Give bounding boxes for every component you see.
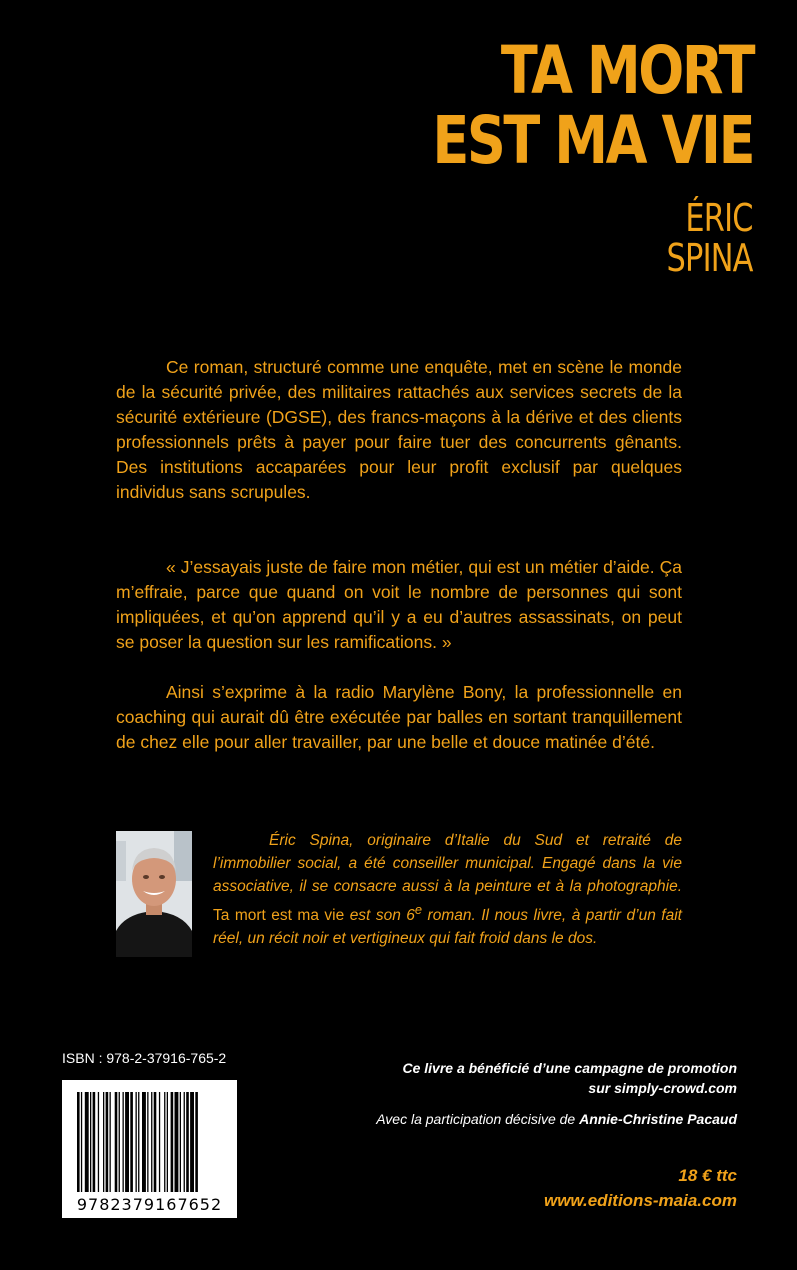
barcode-digits: 9782379167652 bbox=[76, 1195, 223, 1214]
blurb-quote: « J’essayais juste de faire mon métier, qui est un métier d’aide. Ça m’effraie, parce que quand on voit le nombre de personnes qui sont impliquées, et qu’on apprend qu’il y a eu d’autres assassinats, on peut se poser la question sur les ramifications. » bbox=[116, 557, 682, 652]
blurb-paragraph-3: Ainsi s’exprime à la radio Marylène Bony, la professionnelle en coaching qui aurait dû être exécutée par balles en sortant tranquillement de chez elle pour aller travailler, par une belle et douce matinée d’été. bbox=[116, 682, 682, 752]
bio-book-title: Ta mort est ma vie bbox=[213, 907, 350, 925]
promo-notice bbox=[402, 1058, 737, 1098]
bio-part-3: roman. Il nous livre, à partir d’un fait réel, un récit noir et vertigineux qui fait froid dans le dos. bbox=[213, 907, 682, 948]
bio-part-2: est son 6 bbox=[349, 907, 415, 925]
price-amount: 18 € ttc bbox=[678, 1166, 737, 1185]
publisher-website: www.editions-maia.com bbox=[543, 1191, 737, 1210]
author-last-name: SPINA bbox=[666, 236, 753, 280]
bio-superscript: e bbox=[414, 902, 423, 917]
partner-name: Annie-Christine Pacaud bbox=[579, 1111, 737, 1127]
book-title bbox=[432, 32, 753, 179]
title-line-1: TA MORT bbox=[500, 32, 753, 109]
blurb-paragraph-1: Ce roman, structuré comme une enquête, met en scène le monde de la sécurité privée, des militaires rattachés aux services secrets de la sécurité extérieure (DGSE), des francs-maçons à la dérive et des clients professionnels prêts à payer pour faire tuer des concurrents gênants. Des institutions accaparées pour leur profit exclusif par quelques individus sans scrupules. bbox=[116, 357, 682, 502]
isbn-label: ISBN : 978-2-37916-765-2 bbox=[62, 1050, 227, 1066]
price-block bbox=[544, 1163, 737, 1213]
author-name bbox=[667, 198, 753, 278]
partner-prefix: Avec la participation décisive de bbox=[376, 1111, 580, 1127]
author-photo bbox=[116, 831, 192, 957]
promo-line-2: sur simply-crowd.com bbox=[588, 1080, 737, 1096]
author-bio bbox=[213, 829, 682, 950]
promo-line-1: Ce livre a bénéficié d’une campagne de promotion bbox=[402, 1060, 737, 1076]
bio-part-1: Éric Spina, originaire d’Italie du Sud et retraité de l’immobilier social, a été conseiller municipal. Engagé dans la vie associative, il se consacre aussi à la peinture et à la photographie. bbox=[213, 832, 682, 895]
author-first-name: ÉRIC bbox=[685, 196, 753, 240]
barcode bbox=[62, 1080, 237, 1218]
partner-credit bbox=[376, 1111, 737, 1127]
title-line-2: EST MA VIE bbox=[432, 102, 753, 179]
author-portrait-image bbox=[116, 831, 192, 957]
